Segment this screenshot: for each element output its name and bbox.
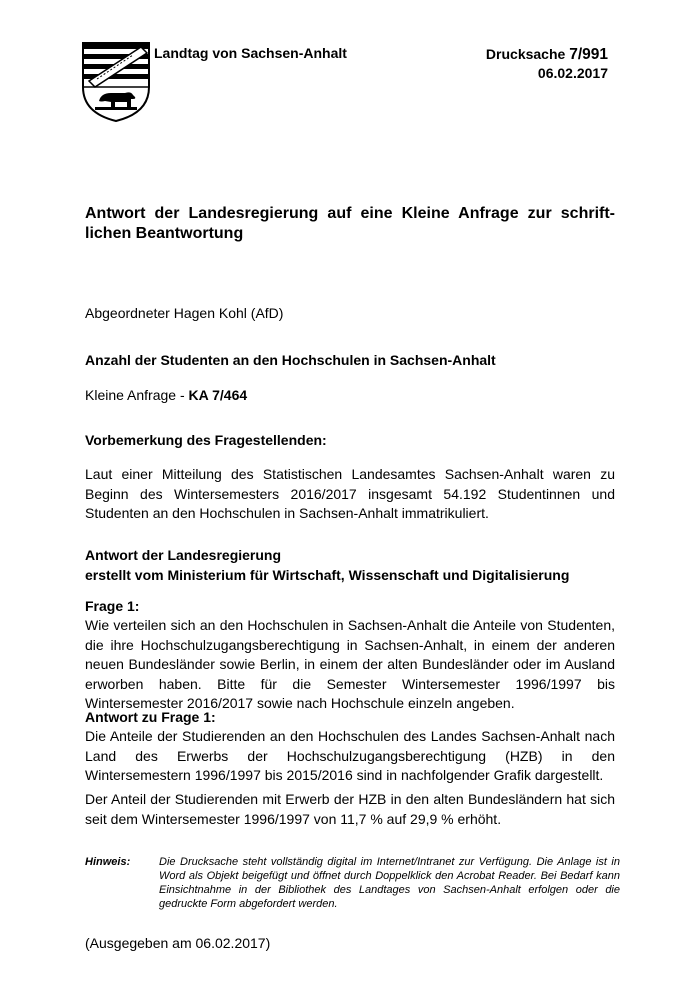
note-label: Hinweis: xyxy=(85,856,131,868)
drucksache-number: 7/991 xyxy=(569,46,608,63)
preliminary-text: Laut einer Mitteilung des Statistischen Landesamtes Sachsen-Anhalt waren zu Beginn des Wintersemesters 2016/2017 insgesamt 54.192 Studentinnen und Studenten an den Hochschulen in Sachsen-Anhalt immatrikuliert. xyxy=(85,466,615,521)
answer1-text2: Der Anteil der Studierenden mit Erwerb der HZB in den alten Bundesländern hat sich seit dem Wintersemester 1996/1997 von 11,7 % auf 29,9 % erhöht. xyxy=(85,791,615,827)
answer-heading-line1: Antwort der Landesregierung xyxy=(85,547,282,563)
inquiry-reference xyxy=(85,386,247,406)
parliament-name: Landtag von Sachsen-Anhalt xyxy=(154,45,347,61)
note-text: Die Drucksache steht vollständig digital im Internet/Intranet zur Verfügung. Die Anlage ist in Word als Objekt beigefügt und öffnet durch Doppelklick den Acrobat Reader. Bei Bedarf kann Einsichtnahme in der Bibliothek des Landtages von Sachsen-Anhalt erfolgen oder die gedruckte Form abgefordert werden. xyxy=(159,856,620,910)
subject-heading: Anzahl der Studenten an den Hochschulen in Sachsen-Anhalt xyxy=(85,352,496,368)
answer-heading xyxy=(85,546,569,585)
document-number-block xyxy=(486,45,608,82)
answer1-text: Die Anteile der Studierenden an den Hochschulen des Landes Sachsen-Anhalt nach Land des Erwerbs der Hochschulzugangsberechtigung (HZB) in den Wintersemestern 1996/1997 bis 2015/2016 sind in nachfolgender Grafik dargestellt. xyxy=(85,728,615,783)
coat-of-arms-logo xyxy=(81,41,151,123)
inquiry-number: KA 7/464 xyxy=(188,387,248,403)
issued-date: (Ausgegeben am 06.02.2017) xyxy=(85,935,271,951)
question1-heading: Frage 1: xyxy=(85,598,140,614)
question1-text: Wie verteilen sich an den Hochschulen in Sachsen-Anhalt die Anteile von Studenten, die ihre Hochschulzugangsberechtigung in Sachsen-Anhalt, in einem der anderen neuen Bundesländer sowie Berlin, in einem der alten Bundesländer oder im Ausland erworben haben. Bitte für die Semester Wintersemester 1996/1997 bis Wintersemester 2016/2017 sowie nach Hochschule einzeln angeben. xyxy=(85,617,615,711)
answer1-heading: Antwort zu Frage 1: xyxy=(85,709,216,725)
inquiry-prefix: Kleine Anfrage - xyxy=(85,387,189,403)
drucksache-label: Drucksache xyxy=(485,46,570,62)
document-date: 06.02.2017 xyxy=(537,65,608,81)
answer-heading-line2: erstellt vom Ministerium für Wirtschaft, Wissenschaft und Digitalisierung xyxy=(85,566,570,583)
author-line: Abgeordneter Hagen Kohl (AfD) xyxy=(85,305,284,321)
preliminary-heading: Vorbemerkung des Fragestellenden: xyxy=(85,432,327,448)
document-title: Antwort der Landesregierung auf eine Kleine Anfrage zur schrift-lichen Beantwortung xyxy=(85,205,615,242)
